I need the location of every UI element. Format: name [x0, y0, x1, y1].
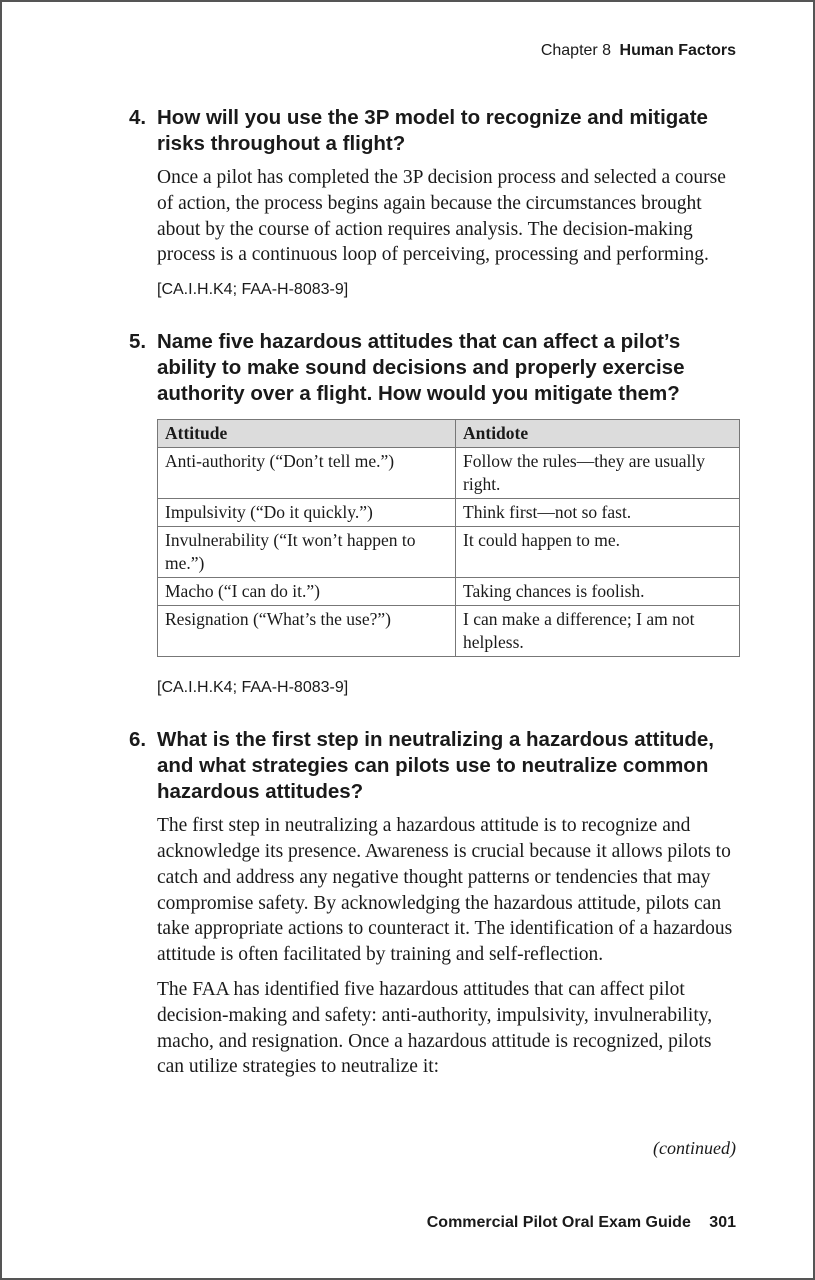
- question-6-paragraph-2: The FAA has identified five hazardous attitudes that can affect pilot decision-making and safety: anti-authority, impulsivity, invulnerability, macho, and resignation. Once a hazardous attitude is recognized, pilots can utilize strategies to neutralize it:: [157, 978, 713, 1078]
- page-number: 301: [709, 1214, 736, 1231]
- attitude-cell: Resignation (“What’s the use?”): [158, 606, 456, 657]
- question-5-number: 5.: [129, 330, 147, 354]
- question-5-reference: [CA.I.H.K4; FAA-H-8083-9]: [157, 679, 349, 697]
- table-header-antidote: Antidote: [456, 420, 740, 448]
- chapter-label: Chapter 8: [540, 42, 612, 59]
- question-6-paragraph-1: The first step in neutralizing a hazardous attitude is to recognize and acknowledge its presence. Awareness is crucial because it allows pilots to catch and address any negative thought patterns or tendencies that may compromise safety. By acknowledging the hazardous attitude, pilots can take appropriate actions to counteract it. The identification of a hazardous attitude is often facilitated by training and self-reflection.: [157, 815, 733, 966]
- question-4-heading: [129, 105, 740, 157]
- page-content: [129, 105, 740, 1080]
- table-row: [158, 578, 740, 606]
- running-head: [541, 42, 736, 60]
- book-title: Commercial Pilot Oral Exam Guide: [426, 1214, 691, 1231]
- question-4: [129, 105, 740, 299]
- antidote-cell: Follow the rules—they are usually right.: [456, 448, 740, 499]
- question-5: [129, 329, 740, 697]
- continued-label: (continued): [653, 1138, 736, 1158]
- table-row: [158, 606, 740, 657]
- question-6-number: 6.: [129, 728, 147, 752]
- question-4-reference: [CA.I.H.K4; FAA-H-8083-9]: [157, 281, 349, 299]
- table-header-row: [158, 420, 740, 448]
- question-4-answer: Once a pilot has completed the 3P decision process and selected a course of action, the process begins again because the circumstances brought about by the course of action requires analysis. The decision-making process is a continuous loop of perceiving, processing and performing.: [157, 167, 726, 266]
- antidote-cell: Taking chances is foolish.: [456, 578, 740, 606]
- attitude-cell: Invulnerability (“It won’t happen to me.”): [158, 527, 456, 578]
- antidote-cell: It could happen to me.: [456, 527, 740, 578]
- question-5-heading: [129, 329, 740, 407]
- attitude-cell: Anti-authority (“Don’t tell me.”): [158, 448, 456, 499]
- question-6-heading: [129, 727, 740, 805]
- question-4-text: How will you use the 3P model to recognize and mitigate risks throughout a flight?: [157, 106, 708, 155]
- table-row: [158, 448, 740, 499]
- table-header-attitude: Attitude: [158, 420, 456, 448]
- table-row: [158, 499, 740, 527]
- question-4-number: 4.: [129, 106, 147, 129]
- antidote-cell: Think first—not so fast.: [456, 499, 740, 527]
- table-row: [158, 527, 740, 578]
- chapter-title: Human Factors: [619, 42, 736, 59]
- question-6: [129, 727, 740, 1080]
- page-footer: [427, 1214, 736, 1232]
- antidote-cell: I can make a difference; I am not helpless.: [456, 606, 740, 657]
- question-6-text: What is the first step in neutralizing a hazardous attitude, and what strategies can pilots use to neutralize common hazardous attitudes?: [157, 728, 714, 804]
- attitude-cell: Impulsivity (“Do it quickly.”): [158, 499, 456, 527]
- hazardous-attitudes-table: [157, 419, 740, 657]
- question-5-text: Name five hazardous attitudes that can affect a pilot’s ability to make sound decisions and properly exercise authority over a flight. How would you mitigate them?: [157, 330, 685, 406]
- attitude-cell: Macho (“I can do it.”): [158, 578, 456, 606]
